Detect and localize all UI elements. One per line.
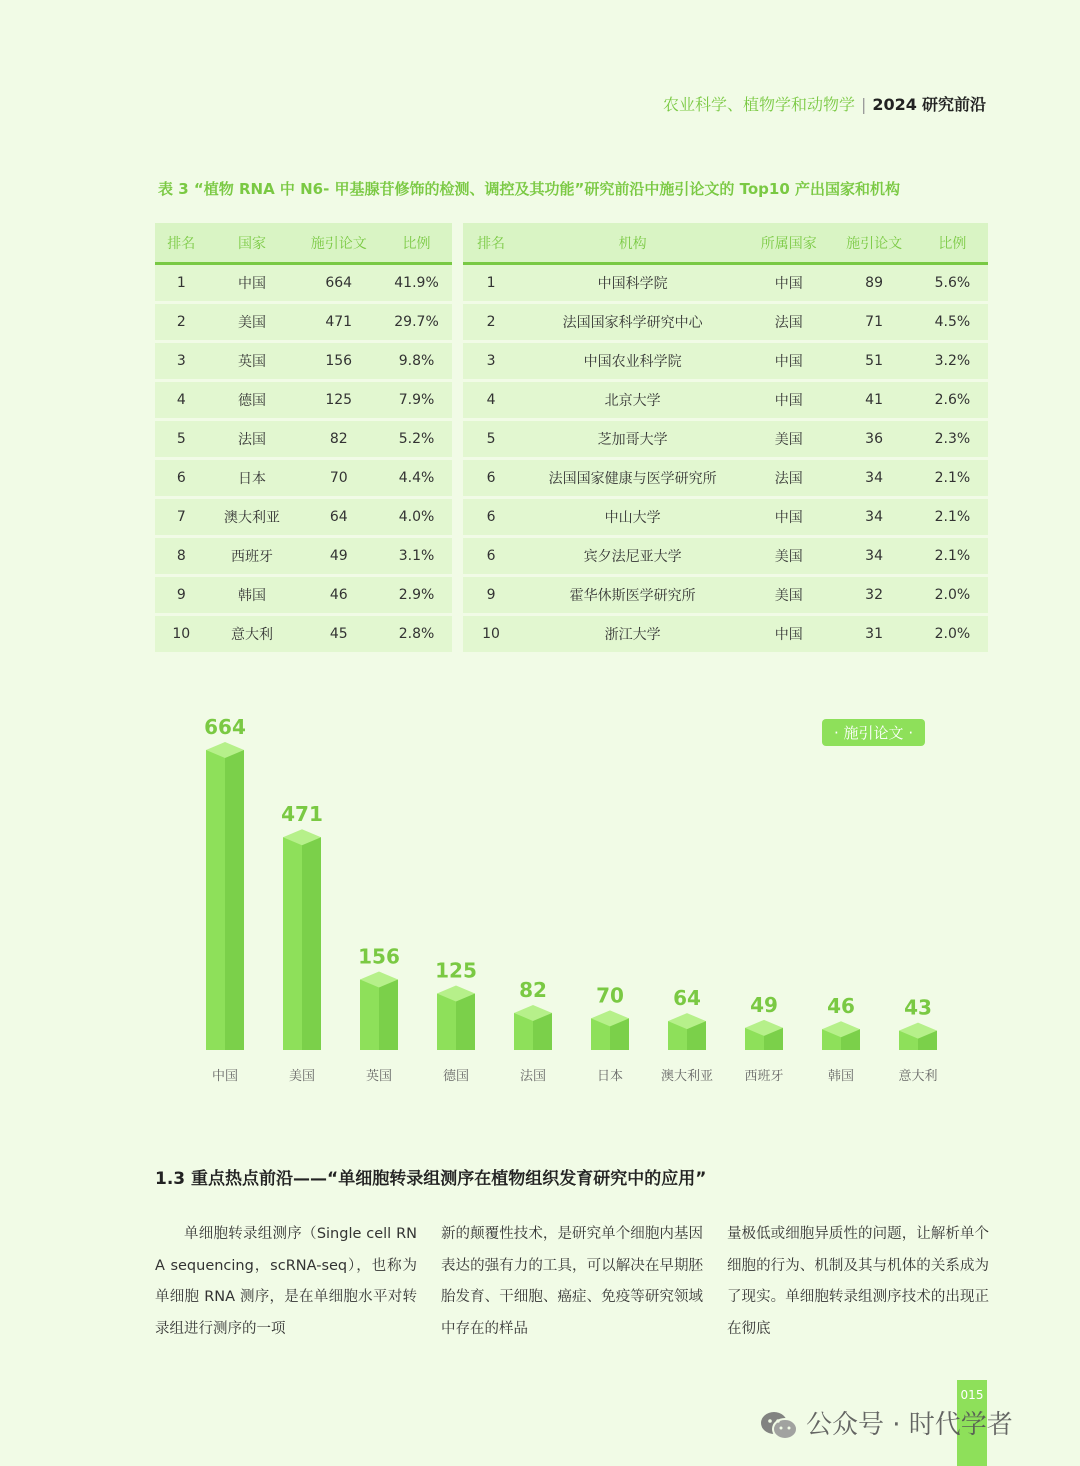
countries-cell: 471 (296, 303, 381, 342)
institutions-cell: 霍华休斯医学研究所 (519, 576, 746, 615)
institutions-cell: 中国 (746, 342, 831, 381)
institutions-cell: 法国 (746, 459, 831, 498)
category-label: 中国 (211, 1069, 239, 1084)
category-label: 意大利 (898, 1069, 938, 1084)
chart-legend: · 施引论文 · (822, 719, 925, 746)
table-row (155, 498, 452, 537)
section-title: 1.3 重点热点前沿——“单细胞转录组测序在植物组织发育研究中的应用” (155, 1169, 707, 1189)
countries-cell: 7.9% (381, 381, 452, 420)
table-row (463, 264, 988, 303)
institutions-cell: 34 (831, 537, 916, 576)
institutions-cell: 宾夕法尼亚大学 (519, 537, 746, 576)
institutions-cell: 31 (831, 615, 916, 654)
countries-cell: 664 (296, 264, 381, 303)
institutions-cell: 71 (831, 303, 916, 342)
countries-cell: 意大利 (208, 615, 297, 654)
table-row (155, 420, 452, 459)
category-label: 西班牙 (744, 1069, 784, 1084)
countries-cell: 5 (155, 420, 208, 459)
bar-chart (150, 690, 1010, 1100)
countries-cell: 2.8% (381, 615, 452, 654)
institutions-cell: 浙江大学 (519, 615, 746, 654)
institutions-cell: 5.6% (917, 264, 988, 303)
table-row (463, 615, 988, 654)
category-label: 韩国 (827, 1069, 855, 1084)
countries-cell: 46 (296, 576, 381, 615)
table-row (155, 342, 452, 381)
countries-cell: 45 (296, 615, 381, 654)
header-separator: | (860, 95, 867, 114)
institutions-cell: 美国 (746, 537, 831, 576)
table-row (463, 537, 988, 576)
institutions-cell: 6 (463, 498, 519, 537)
bar (283, 829, 321, 1050)
body-column-1: 单细胞转录组测序（Single cell RNA sequencing，scRNA-seq），也称为单细胞 RNA 测序，是在单细胞水平对转录组进行测序的一项 (155, 1226, 417, 1337)
countries-cell: 4.4% (381, 459, 452, 498)
countries-cell: 美国 (208, 303, 297, 342)
institutions-cell: 法国国家健康与医学研究所 (519, 459, 746, 498)
countries-cell: 125 (296, 381, 381, 420)
institutions-cell: 2 (463, 303, 519, 342)
th-rank: 排名 (155, 223, 208, 264)
institutions-cell: 34 (831, 459, 916, 498)
table-row (155, 576, 452, 615)
institutions-cell: 2.1% (917, 459, 988, 498)
countries-cell: 82 (296, 420, 381, 459)
countries-cell: 41.9% (381, 264, 452, 303)
countries-cell: 49 (296, 537, 381, 576)
institutions-cell: 1 (463, 264, 519, 303)
institutions-cell: 6 (463, 459, 519, 498)
countries-cell: 9 (155, 576, 208, 615)
countries-cell: 29.7% (381, 303, 452, 342)
bar-side (302, 837, 321, 1050)
institutions-cell: 10 (463, 615, 519, 654)
data-label: 46 (827, 994, 855, 1019)
institutions-cell: 2.1% (917, 537, 988, 576)
institutions-cell: 4.5% (917, 303, 988, 342)
category-label: 日本 (596, 1069, 624, 1084)
countries-cell: 6 (155, 459, 208, 498)
countries-cell: 9.8% (381, 342, 452, 381)
countries-cell: 日本 (208, 459, 297, 498)
table-row (155, 303, 452, 342)
countries-cell: 3.1% (381, 537, 452, 576)
body-column-2: 新的颠覆性技术，是研究单个细胞内基因表达的强有力的工具，可以解决在早期胚胎发育、干细胞、癌症、免疫等研究领域中存在的样品 (441, 1226, 703, 1337)
countries-cell: 法国 (208, 420, 297, 459)
institutions-cell: 2.6% (917, 381, 988, 420)
institutions-cell: 5 (463, 420, 519, 459)
institutions-cell: 9 (463, 576, 519, 615)
institutions-table (463, 223, 988, 655)
table-row (463, 576, 988, 615)
countries-cell: 2.9% (381, 576, 452, 615)
watermark-text: 公众号 · 时代学者 (806, 1410, 1013, 1440)
countries-cell: 中国 (208, 264, 297, 303)
institutions-cell: 51 (831, 342, 916, 381)
table-row (463, 342, 988, 381)
category-label: 澳大利亚 (660, 1069, 714, 1084)
institutions-cell: 法国国家科学研究中心 (519, 303, 746, 342)
bar (360, 972, 398, 1050)
table-row (463, 459, 988, 498)
running-header (663, 92, 986, 115)
header-tail: 研究前沿 (921, 95, 986, 114)
table-caption: 表 3 “植物 RNA 中 N6- 甲基腺苷修饰的检测、调控及其功能”研究前沿中施引论文的 Top10 产出国家和机构 (158, 180, 901, 198)
bar (206, 742, 244, 1050)
table-row (463, 381, 988, 420)
countries-cell: 澳大利亚 (208, 498, 297, 537)
countries-cell: 4 (155, 381, 208, 420)
data-label: 82 (519, 977, 547, 1002)
institutions-cell: 3 (463, 342, 519, 381)
table-row (155, 615, 452, 654)
countries-cell: 3 (155, 342, 208, 381)
data-label: 664 (204, 715, 246, 739)
institutions-cell: 89 (831, 264, 916, 303)
th-ratio: 比例 (917, 223, 988, 264)
category-label: 美国 (288, 1069, 316, 1084)
wechat-icon (760, 1410, 798, 1442)
institutions-cell: 中国 (746, 264, 831, 303)
countries-table-header (155, 223, 452, 264)
institutions-cell: 中国科学院 (519, 264, 746, 303)
institutions-cell: 中国 (746, 381, 831, 420)
institutions-cell: 6 (463, 537, 519, 576)
institutions-cell: 2.1% (917, 498, 988, 537)
bar (668, 1013, 706, 1050)
institutions-cell: 中国农业科学院 (519, 342, 746, 381)
countries-cell: 70 (296, 459, 381, 498)
header-section: 农业科学、植物学和动物学 (662, 95, 855, 114)
table-row (155, 264, 452, 303)
institutions-cell: 41 (831, 381, 916, 420)
countries-cell: 64 (296, 498, 381, 537)
data-label: 64 (673, 986, 701, 1011)
th-rank: 排名 (463, 223, 519, 264)
bar (822, 1021, 860, 1050)
bar-side (456, 994, 475, 1050)
countries-cell: 西班牙 (208, 537, 297, 576)
th-country: 所属国家 (746, 223, 831, 264)
bar (514, 1005, 552, 1050)
data-label: 156 (358, 944, 400, 969)
countries-cell: 德国 (208, 381, 297, 420)
institutions-cell: 4 (463, 381, 519, 420)
th-papers: 施引论文 (831, 223, 916, 264)
institutions-cell: 中国 (746, 498, 831, 537)
table-row (463, 420, 988, 459)
institutions-cell: 36 (831, 420, 916, 459)
data-label: 471 (281, 802, 323, 827)
institutions-cell: 法国 (746, 303, 831, 342)
category-label: 英国 (365, 1069, 393, 1084)
category-label: 法国 (519, 1069, 547, 1084)
institutions-cell: 2.0% (917, 576, 988, 615)
institutions-table-header (463, 223, 988, 264)
countries-cell: 5.2% (381, 420, 452, 459)
bar-side (379, 980, 398, 1050)
countries-cell: 1 (155, 264, 208, 303)
header-year: 2024 (872, 95, 917, 114)
table-row (155, 537, 452, 576)
countries-cell: 2 (155, 303, 208, 342)
data-label: 70 (596, 983, 624, 1008)
countries-cell: 156 (296, 342, 381, 381)
institutions-cell: 芝加哥大学 (519, 420, 746, 459)
th-ratio: 比例 (381, 223, 452, 264)
page-number: 015 (960, 1388, 984, 1402)
countries-cell: 英国 (208, 342, 297, 381)
institutions-cell: 美国 (746, 576, 831, 615)
institutions-cell: 北京大学 (519, 381, 746, 420)
bar (899, 1023, 937, 1050)
institutions-cell: 3.2% (917, 342, 988, 381)
table-row (155, 381, 452, 420)
table-row (155, 459, 452, 498)
table-row (463, 498, 988, 537)
bar (591, 1010, 629, 1050)
body-column-3: 量极低或细胞异质性的问题，让解析单个细胞的行为、机制及其与机体的关系成为了现实。单细胞转录组测序技术的出现正在彻底 (727, 1226, 989, 1337)
th-institution: 机构 (519, 223, 746, 264)
countries-cell: 8 (155, 537, 208, 576)
th-country: 国家 (208, 223, 297, 264)
institutions-cell: 中国 (746, 615, 831, 654)
institutions-cell: 2.0% (917, 615, 988, 654)
data-label: 43 (904, 995, 932, 1020)
data-label: 49 (750, 992, 778, 1017)
th-papers: 施引论文 (296, 223, 381, 264)
countries-table (155, 223, 452, 655)
watermark (760, 1404, 1013, 1442)
institutions-cell: 32 (831, 576, 916, 615)
chart-legend-label: 施引论文 (843, 724, 904, 742)
institutions-cell: 2.3% (917, 420, 988, 459)
countries-cell: 韩国 (208, 576, 297, 615)
countries-cell: 4.0% (381, 498, 452, 537)
data-label: 125 (435, 958, 477, 983)
table-row (463, 303, 988, 342)
institutions-cell: 美国 (746, 420, 831, 459)
institutions-cell: 中山大学 (519, 498, 746, 537)
institutions-cell: 34 (831, 498, 916, 537)
countries-cell: 7 (155, 498, 208, 537)
countries-cell: 10 (155, 615, 208, 654)
bar (745, 1020, 783, 1050)
category-label: 德国 (442, 1069, 470, 1084)
bar-side (225, 750, 244, 1050)
bar (437, 986, 475, 1050)
